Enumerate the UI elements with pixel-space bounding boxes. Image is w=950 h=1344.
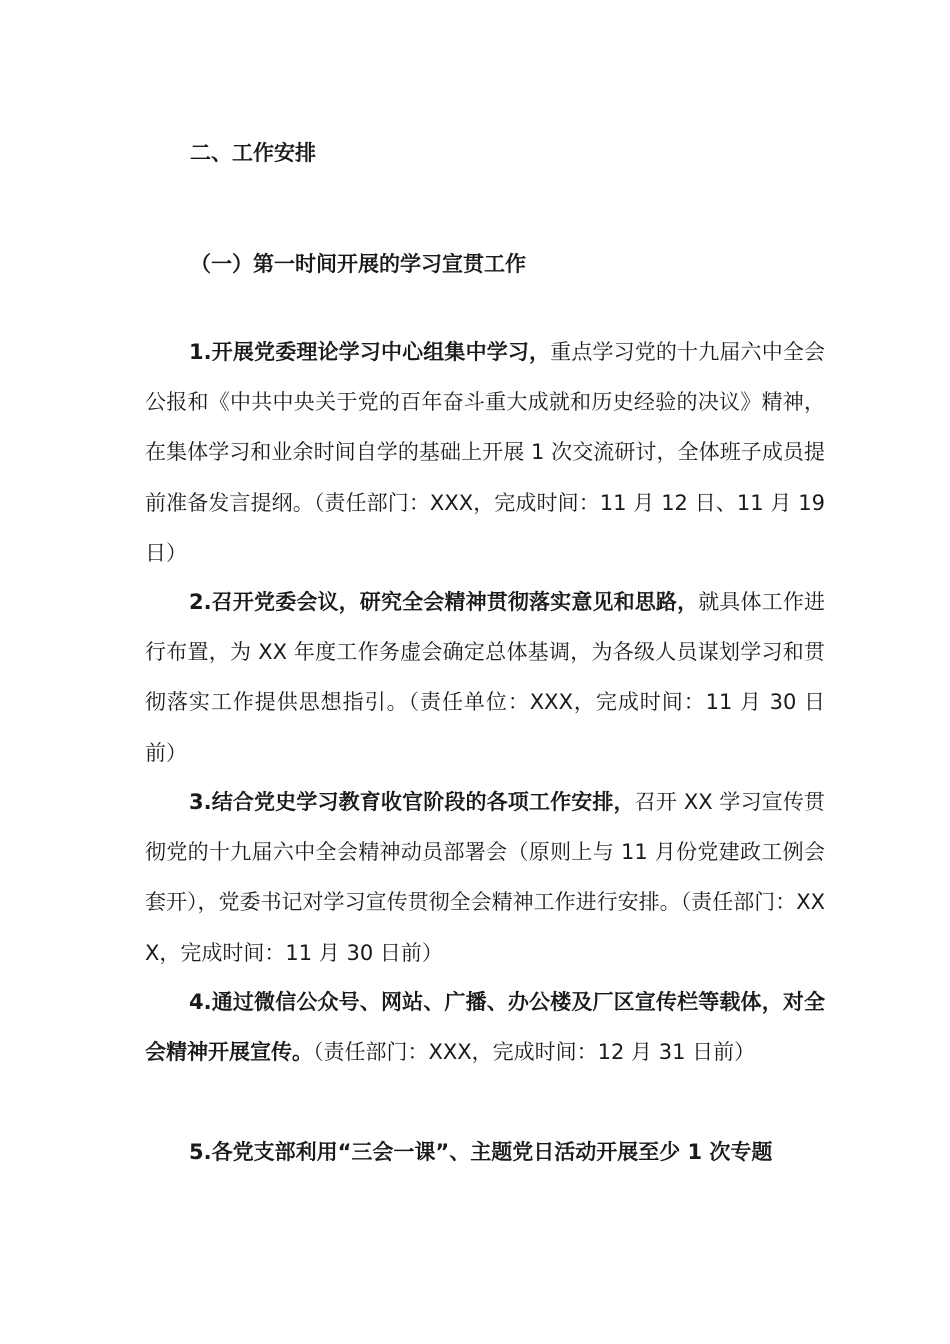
paragraph-item-1 [145,327,825,578]
sub-heading: （一）第一时间开展的学习宣贯工作 [190,252,526,276]
paragraph-lead: 2.召开党委会议，研究全会精神贯彻落实意见和思路， [189,590,699,614]
paragraph-body: （责任部门：XXX，完成时间：12 月 31 日前） [313,1040,756,1065]
paragraph-lead: 4.通过微信公众号、网站、广播、办公楼及厂区宣传栏等载体，对全会精神开展宣传。 [145,990,825,1065]
paragraph-item-3 [145,777,825,978]
paragraph-lead: 5.各党支部利用“三会一课”、主题党日活动开展至少 1 次专题 [189,1140,773,1164]
paragraph-item-2 [145,577,825,778]
paragraph-lead: 3.结合党史学习教育收官阶段的各项工作安排， [189,790,635,814]
paragraph-body: 召开 XX 学习宣传贯彻党的十九届六中全会精神动员部署会（原则上与 11 月份党建政工例会套开），党委书记对学习宣传贯彻全会精神工作进行安排。（责任部门：XXX，完成时间：11 月 30 日前） [145,790,826,965]
paragraph-body: 就具体工作进行布置，为 XX 年度工作务虚会确定总体基调，为各级人员谋划学习和贯彻落实工作提供思想指引。（责任单位：XXX，完成时间：11 月 30 日前） [145,590,825,765]
paragraph-item-5 [145,1127,825,1177]
paragraph-lead: 1.开展党委理论学习中心组集中学习， [189,340,551,364]
paragraph-body: 重点学习党的十九届六中全会公报和《中共中央关于党的百年奋斗重大成就和历史经验的决议》精神，在集体学习和业余时间自学的基础上开展 1 次交流研讨，全体班子成员提前准备发言提纲。（责任部门：XXX，完成时间：11 月 12 日、11 月 19 日） [145,340,825,565]
section-heading: 二、工作安排 [190,141,316,165]
paragraph-item-4 [145,977,825,1077]
